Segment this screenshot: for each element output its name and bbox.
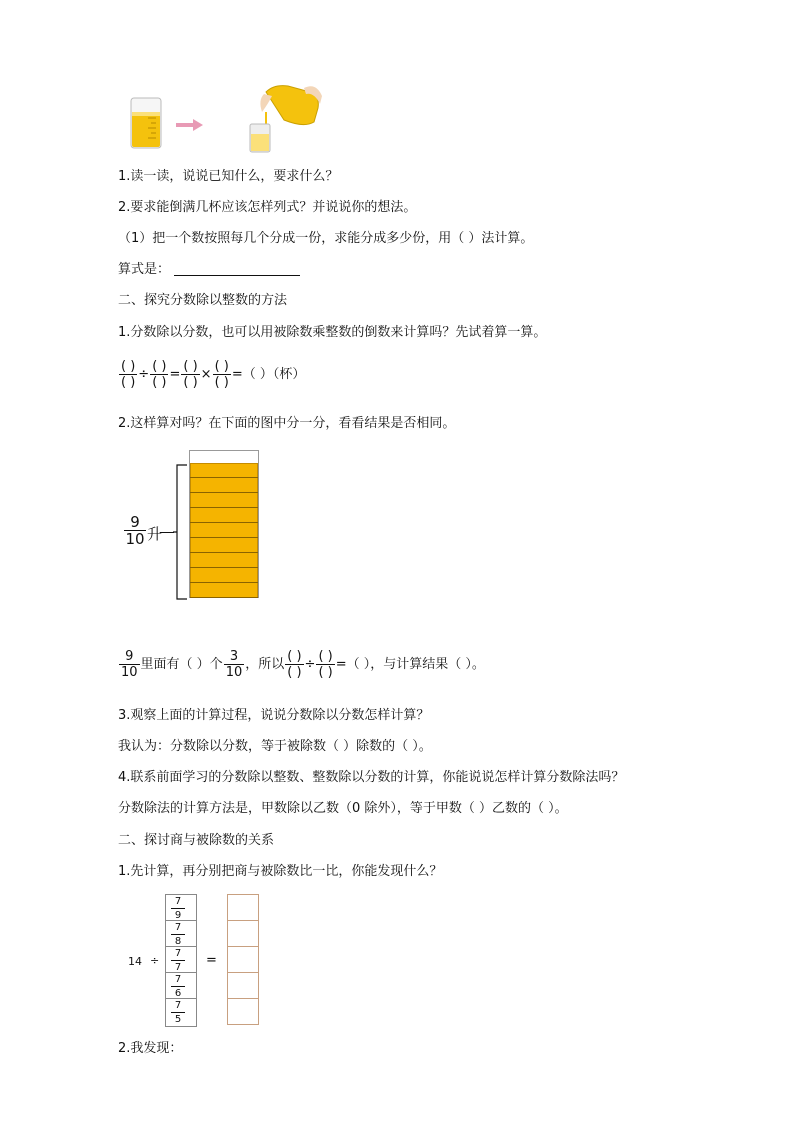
formula-line <box>118 261 300 279</box>
brace-connector <box>160 532 174 533</box>
question-2: 2.要求能倒满几杯应该怎样列式？并说说你的想法。 <box>118 200 417 215</box>
divisor-fraction <box>168 974 188 999</box>
section-2-question-1: 1.分数除以分数，也可以用被除数乘整数的倒数来计算吗？先试着算一算。 <box>118 325 547 340</box>
fraction-denominator: 5 <box>174 1014 182 1025</box>
fraction-numerator: 7 <box>174 974 182 985</box>
fill-line <box>118 645 485 685</box>
fraction-blank[interactable]: $\frac{( )}{( )}$ <box>287 649 302 680</box>
question-2-sub: （1）把一个数按照每几个分成一份，求能分成多少份，用（ ）法计算。 <box>118 231 534 246</box>
equals-sign: = <box>169 367 181 382</box>
section-3-question-2: 2.我发现： <box>118 1041 183 1056</box>
row-divider <box>165 972 197 973</box>
divisor-fraction <box>168 896 188 921</box>
answer-box[interactable] <box>227 998 259 1025</box>
equals-sign: = <box>206 953 217 968</box>
fill-part <box>190 493 258 508</box>
section-3-title: 二、探讨商与被除数的关系 <box>118 833 275 848</box>
dividend: 14 <box>128 955 142 968</box>
divide-sign: ÷ <box>150 954 160 967</box>
formula-blank[interactable] <box>174 261 300 276</box>
fraction-equation <box>118 355 305 395</box>
fraction-numerator: 7 <box>174 896 182 907</box>
question-1: 1.读一读，说说已知什么，要求什么？ <box>118 169 339 184</box>
fraction-blank[interactable]: $\frac{( )}{( )}$ <box>121 359 136 390</box>
fill-part <box>190 568 258 583</box>
arrow-right-icon <box>176 118 204 136</box>
fraction-denominator: 6 <box>174 988 182 999</box>
answer-4: 分数除法的计算方法是，甲数除以乙数（0 除外），等于甲数（ ）乙数的（ ）。 <box>118 801 568 816</box>
times-sign: × <box>200 367 212 382</box>
fraction-blank[interactable]: $\frac{( )}{( )}$ <box>183 359 198 390</box>
section-3-question-1: 1.先计算，再分别把商与被除数比一比，你能发现什么？ <box>118 864 443 879</box>
unit-label: 升 <box>147 525 163 543</box>
row-divider <box>165 946 197 947</box>
fraction-denominator: 7 <box>174 962 182 973</box>
fraction-numerator: 7 <box>174 948 182 959</box>
beaker-image <box>128 96 164 150</box>
row-divider <box>165 998 197 999</box>
fill-part <box>190 523 258 538</box>
fraction-blank[interactable]: $\frac{( )}{( )}$ <box>214 359 229 390</box>
divide-sign: ÷ <box>304 657 316 672</box>
section-2-question-4: 4.联系前面学习的分数除以整数、整数除以分数的计算，你能说说怎样计算分数除法吗？ <box>118 770 625 785</box>
section-2-question-2: 2.这样算对吗？在下面的图中分一分，看看结果是否相同。 <box>118 416 456 431</box>
fraction-9-10: $\frac{9}{10}$ <box>121 649 138 680</box>
fraction-denominator: 8 <box>174 936 182 947</box>
fraction-numerator: 7 <box>174 922 182 933</box>
fraction-blank[interactable]: $\frac{( )}{( )}$ <box>318 649 333 680</box>
pouring-image <box>244 82 324 154</box>
formula-label: 算式是： <box>118 262 171 277</box>
fraction-3-10: $\frac{3}{10}$ <box>225 649 243 680</box>
fill-part <box>190 508 258 523</box>
brace <box>173 464 189 604</box>
section-2-title: 二、探究分数除以整数的方法 <box>118 293 288 308</box>
row-divider <box>165 920 197 921</box>
divisor-fraction <box>168 922 188 947</box>
fill-text-3: =（ ），与计算结果（ ）。 <box>335 657 485 672</box>
fill-part <box>190 463 258 478</box>
fill-part <box>190 478 258 493</box>
fraction-denominator: 10 <box>125 530 145 548</box>
divide-sign: ÷ <box>138 367 150 382</box>
answer-box[interactable] <box>227 946 259 973</box>
fraction-blank[interactable]: $\frac{( )}{( )}$ <box>152 359 167 390</box>
divisor-fraction <box>168 1000 188 1025</box>
fill-part <box>190 583 258 598</box>
fraction-numerator: 7 <box>174 1000 182 1011</box>
answer-box[interactable] <box>227 894 259 921</box>
equation-result: =（ ）（杯） <box>231 367 306 382</box>
answer-3: 我认为：分数除以分数，等于被除数（ ）除数的（ ）。 <box>118 739 432 754</box>
divisor-fraction <box>168 948 188 973</box>
fill-part <box>190 538 258 553</box>
answer-box[interactable] <box>227 920 259 947</box>
section-2-question-3: 3.观察上面的计算过程，说说分数除以分数怎样计算？ <box>118 708 430 723</box>
fill-text-1: 里面有（ ）个 <box>140 657 223 672</box>
answer-box[interactable] <box>227 972 259 999</box>
diagram-fraction <box>124 514 146 547</box>
fill-text-2: ，所以 <box>245 657 285 672</box>
fraction-numerator: 9 <box>130 513 140 531</box>
fraction-denominator: 9 <box>174 910 182 921</box>
fill-part <box>190 553 258 568</box>
